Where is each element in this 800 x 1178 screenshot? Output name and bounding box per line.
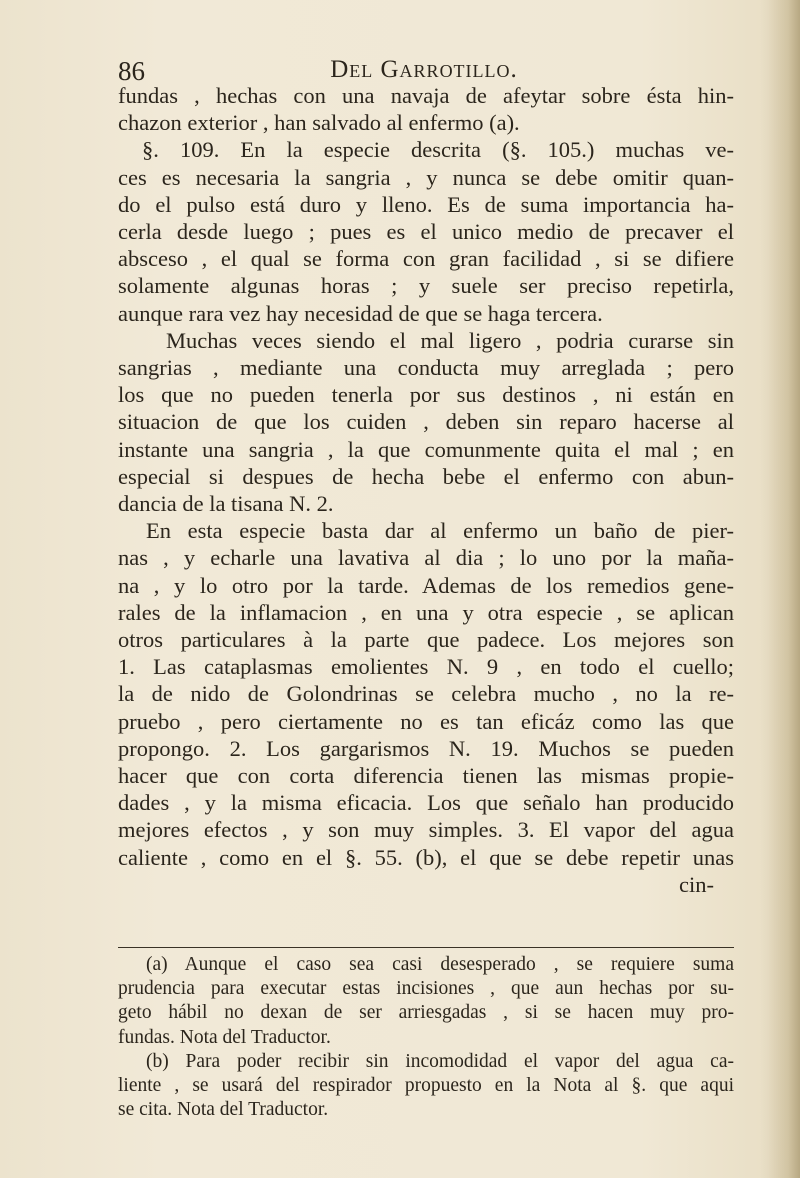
text-line: Muchas veces siendo el mal ligero , podria curarse sin bbox=[166, 327, 734, 353]
text-line: do el pulso está duro y lleno. Es de suma importancia ha- bbox=[118, 191, 734, 217]
running-head: Del Garrotillo. bbox=[330, 56, 518, 83]
text-line: situacion de que los cuiden , deben sin reparo hacerse al bbox=[118, 409, 734, 435]
footnote-line: geto hábil no dexan de ser arriesgadas , si se hacen muy pro- bbox=[118, 1002, 734, 1024]
text-line: dades , y la misma eficacia. Los que señalo han producido bbox=[118, 790, 734, 816]
text-line: cerla desde luego ; pues es el unico medio de precaver el bbox=[118, 219, 734, 245]
text-line: ces es necesaria la sangria , y nunca se debe omitir quan- bbox=[118, 164, 734, 190]
catchword: cin- bbox=[679, 871, 714, 897]
text-line: la de nido de Golondrinas se celebra mucho , no la re- bbox=[118, 681, 734, 707]
text-line: nas , y echarle una lavativa al dia ; lo uno por la maña- bbox=[118, 545, 734, 571]
text-line: sangrias , mediante una conducta muy arreglada ; pero bbox=[118, 355, 734, 381]
page-number: 86 bbox=[118, 56, 145, 86]
text-line: especial si despues de hecha bebe el enfermo con abun- bbox=[118, 463, 734, 489]
text-line: §. 109. En la especie descrita (§. 105.) muchas ve- bbox=[142, 137, 734, 163]
footnote-line: prudencia para executar estas incisiones , que aun hechas por su- bbox=[118, 978, 734, 1000]
footnotes bbox=[118, 953, 734, 1122]
footnote-line: (b) Para poder recibir sin incomodidad el vapor del agua ca- bbox=[146, 1050, 734, 1072]
footnote-rule bbox=[118, 947, 734, 948]
text-line: pruebo , pero ciertamente no es tan eficáz como las que bbox=[118, 708, 734, 734]
text-line: na , y lo otro por la tarde. Ademas de los remedios gene- bbox=[118, 572, 734, 598]
footnote-line: liente , se usará del respirador propuesto en la Nota al §. que aqui bbox=[118, 1075, 734, 1097]
page-edge-shadow bbox=[760, 0, 800, 1178]
text-line: hacer que con corta diferencia tienen las mismas propie- bbox=[118, 763, 734, 789]
text-line: mejores efectos , y son muy simples. 3. El vapor del agua bbox=[118, 817, 734, 843]
text-line: solamente algunas horas ; y suele ser preciso repetirla, bbox=[118, 273, 734, 299]
footnote-line: (a) Aunque el caso sea casi desesperado , se requiere suma bbox=[146, 954, 734, 975]
text-line: propongo. 2. Los gargarismos N. 19. Muchos se pueden bbox=[118, 735, 734, 761]
text-line: aunque rara vez hay necesidad de que se haga tercera. bbox=[118, 300, 603, 326]
text-line: fundas , hechas con una navaja de afeytar sobre ésta hin- bbox=[118, 83, 734, 108]
text-line: rales de la inflamacion , en una y otra especie , se aplican bbox=[118, 599, 734, 625]
text-line: 1. Las cataplasmas emolientes N. 9 , en todo el cuello; bbox=[118, 654, 734, 680]
text-line: chazon exterior , han salvado al enfermo (a). bbox=[118, 110, 520, 136]
text-line: absceso , el qual se forma con gran facilidad , si se difiere bbox=[118, 246, 734, 272]
text-line: los que no pueden tenerla por sus destinos , ni están en bbox=[118, 382, 734, 408]
text-line: En esta especie basta dar al enfermo un baño de pier- bbox=[146, 518, 734, 544]
text-line: caliente , como en el §. 55. (b), el que se debe repetir unas bbox=[118, 844, 734, 870]
footnote-line: se cita. Nota del Traductor. bbox=[118, 1099, 329, 1121]
text-line: otros particulares à la parte que padece. Los mejores son bbox=[118, 627, 734, 653]
text-line: instante una sangria , la que comunmente quita el mal ; en bbox=[118, 436, 734, 462]
text-line: dancia de la tisana N. 2. bbox=[118, 491, 334, 517]
footnote-line: fundas. Nota del Traductor. bbox=[118, 1026, 331, 1048]
main-text bbox=[118, 82, 734, 898]
